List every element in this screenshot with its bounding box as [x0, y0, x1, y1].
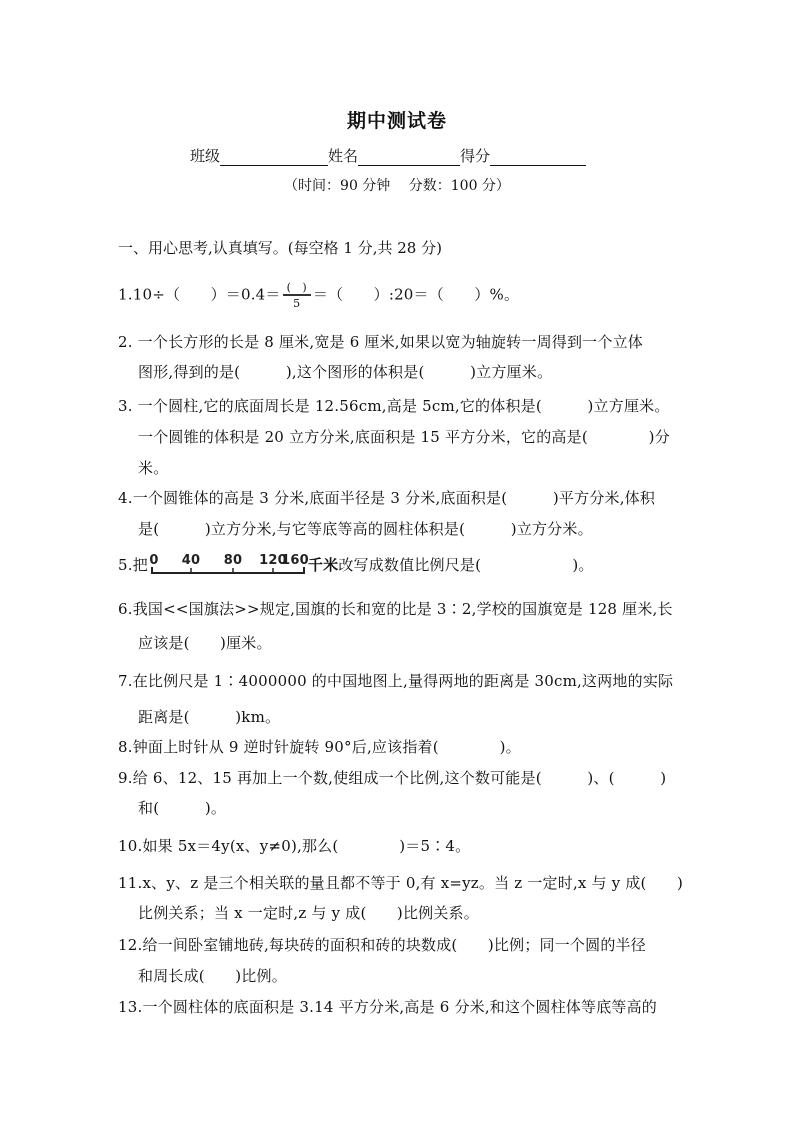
- q1-part-a: 1.10÷（ ）＝0.4＝: [118, 285, 281, 304]
- name-label: 姓名: [328, 147, 359, 165]
- question-10: 10.如果 5x＝4y(x、y≠0),那么( )＝5∶4。: [118, 837, 471, 855]
- question-11-line-1: 11.x、y、z 是三个相关联的量且都不等于 0,有 x=yz。当 z 一定时,x 与 y 成( ): [118, 874, 684, 892]
- scale-unit: 千米: [307, 556, 339, 574]
- question-2-line-2: 图形,得到的是( ),这个图形的体积是( )立方厘米。: [138, 363, 553, 381]
- question-3-line-3: 米。: [138, 459, 169, 477]
- section-1-heading: 一、用心思考,认真填写。(每空格 1 分,共 28 分): [118, 239, 442, 257]
- class-label: 班级: [190, 147, 221, 165]
- question-8: 8.钟面上时针从 9 逆时针旋转 90°后,应该指着( )。: [118, 738, 521, 756]
- scale-label-160: 160: [281, 553, 309, 568]
- scale-label-120: 120: [259, 553, 287, 568]
- scale-bar: [149, 551, 309, 581]
- question-7-line-1: 7.在比例尺是 1∶4000000 的中国地图上,量得两地的距离是 30cm,这两地的实际: [118, 672, 674, 690]
- q1-part-b: ＝（ ）:20＝（ ）%。: [312, 285, 520, 304]
- page-title: 期中测试卷: [346, 110, 447, 132]
- question-12-line-2: 和周长成( )比例。: [138, 967, 287, 985]
- scale-label-0: 0: [149, 553, 159, 568]
- question-6-line-1: 6.我国<<国旗法>>规定,国旗的长和宽的比是 3∶2,学校的国旗宽是 128 厘米,长: [118, 600, 673, 618]
- scale-label-80: 80: [223, 553, 243, 568]
- question-9-line-2: 和( )。: [138, 799, 227, 817]
- q5-prefix: 5.把: [118, 556, 148, 574]
- name-blank: [358, 149, 460, 166]
- scale-bar-graphic: [149, 551, 309, 577]
- question-3-line-2: 一个圆锥的体积是 20 立方分米,底面积是 15 平方分米，它的高是( )分: [138, 428, 670, 446]
- score-label: 得分: [460, 147, 491, 165]
- time-and-score-line: （时间：90 分钟 分数：100 分）: [284, 178, 510, 194]
- q5-suffix: 改写成数值比例尺是( )。: [338, 556, 594, 574]
- scale-label-40: 40: [181, 553, 201, 568]
- question-2-line-1: 2. 一个长方形的长是 8 厘米,宽是 6 厘米,如果以宽为轴旋转一周得到一个立体: [118, 333, 643, 351]
- question-12-line-1: 12.给一间卧室铺地砖,每块砖的面积和砖的块数成( )比例；同一个圆的半径: [118, 936, 646, 954]
- question-7-line-2: 距离是( )km。: [138, 708, 281, 726]
- question-6-line-2: 应该是( )厘米。: [138, 634, 272, 652]
- question-9-line-1: 9.给 6、12、15 再加上一个数,使组成一个比例,这个数可能是( )、( ): [118, 769, 667, 787]
- question-11-line-2: 比例关系；当 x 一定时,z 与 y 成( )比例关系。: [138, 904, 479, 922]
- question-5: [118, 551, 594, 581]
- question-3-line-1: 3. 一个圆柱,它的底面周长是 12.56cm,高是 5cm,它的体积是( )立方厘米。: [118, 397, 670, 415]
- q1-fraction: [283, 282, 311, 309]
- question-4-line-2: 是( )立方分米,与它等底等高的圆柱体积是( )立方分米。: [138, 520, 593, 538]
- class-blank: [220, 149, 328, 166]
- fraction-denominator: 5: [293, 297, 301, 310]
- question-1: [118, 282, 519, 309]
- question-13-line-1: 13.一个圆柱体的底面积是 3.14 平方分米,高是 6 分米,和这个圆柱体等底等高的: [118, 998, 658, 1016]
- student-info-row: [190, 145, 586, 166]
- question-4-line-1: 4.一个圆锥体的高是 3 分米,底面半径是 3 分米,底面积是( )平方分米,体积: [118, 489, 656, 507]
- score-blank: [490, 149, 586, 166]
- fraction-numerator: ( ): [283, 282, 311, 296]
